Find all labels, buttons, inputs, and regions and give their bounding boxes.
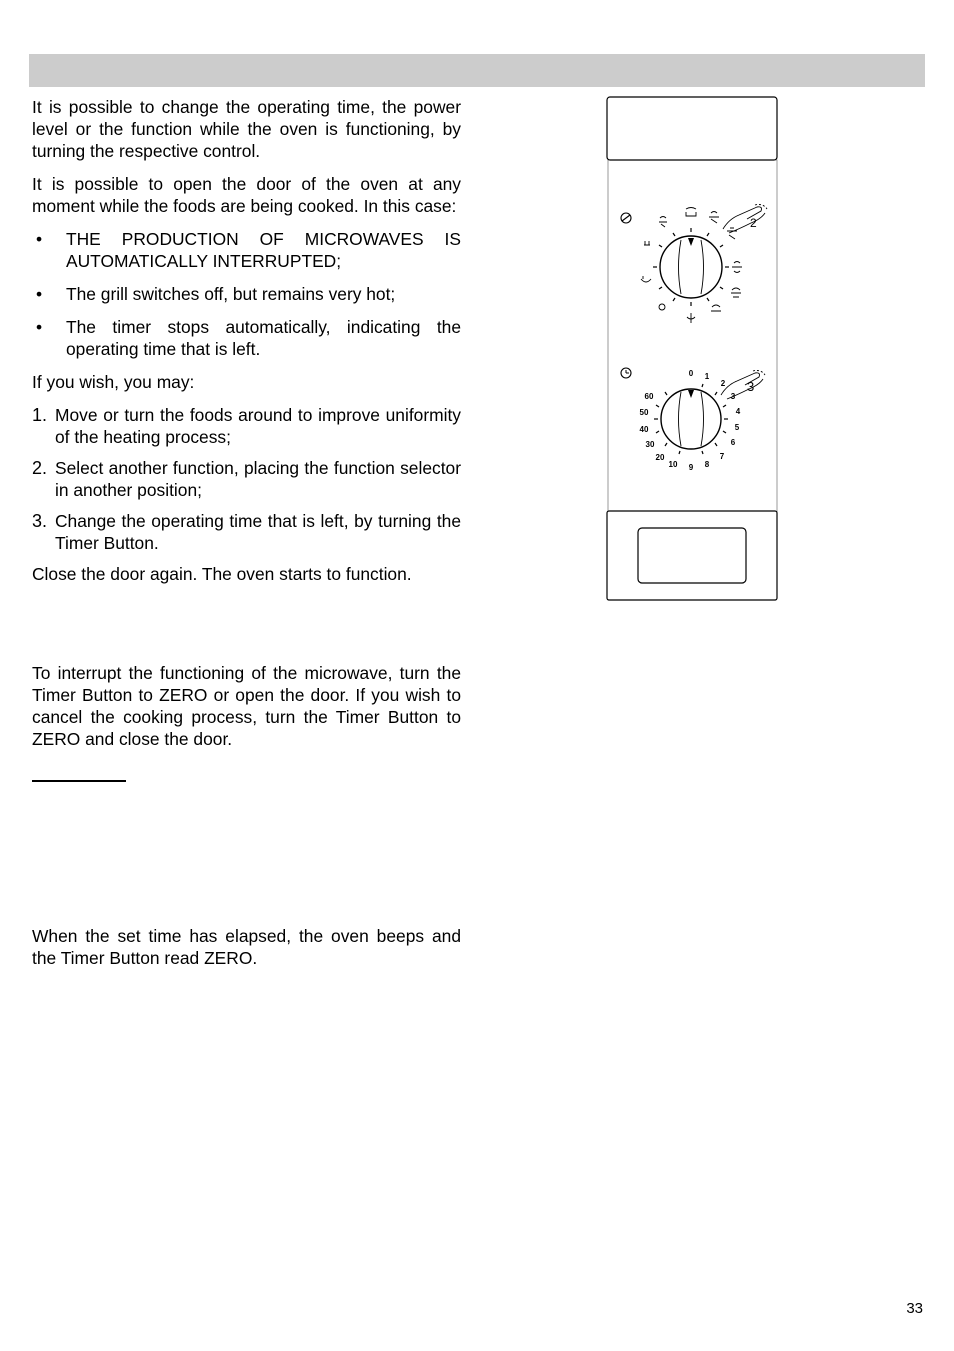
list-item: 2. Select another function, placing the function selector in another position; [32, 458, 461, 500]
control-panel-figure [605, 95, 781, 608]
timer-label-40: 40 [639, 425, 649, 434]
control-panel-diagram [605, 95, 781, 603]
display-window [607, 97, 777, 160]
timer-label-20: 20 [655, 453, 665, 462]
timer-label-2: 2 [720, 379, 726, 388]
paragraph-open-door: It is possible to open the door of the oven at any moment while the foods are being cooked. In this case: [32, 174, 461, 216]
timer-label-4: 4 [735, 407, 741, 416]
list-item: 3. Change the operating time that is left, by turning the Timer Button. [32, 511, 461, 553]
step-number: 1. [32, 405, 48, 425]
section-interrupt [32, 662, 461, 761]
timer-label-1: 1 [704, 372, 710, 381]
section-divider-rule [32, 780, 126, 782]
list-item: • The grill switches off, but remains very hot; [36, 284, 396, 304]
timer-label-8: 8 [704, 460, 710, 469]
paragraph-change-settings: It is possible to change the operating time, the power level or the function while the oven is functioning, by turning the respective control. [32, 97, 461, 161]
paragraph-close-door: Close the door again. The oven starts to function. [32, 564, 412, 584]
bullet-icon: • [36, 229, 43, 249]
section-change-settings [32, 96, 461, 596]
options-steps-list [32, 404, 461, 554]
panel-body [608, 160, 777, 512]
list-item: • THE PRODUCTION OF MICROWAVES IS AUTOMATICALLY INTERRUPTED; [36, 229, 461, 271]
timer-label-5: 5 [734, 423, 740, 432]
section-end-of-cooking [32, 925, 461, 980]
timer-label-0: 0 [688, 369, 694, 378]
paragraph-options-intro: If you wish, you may: [32, 372, 195, 392]
door-open-button [638, 528, 746, 583]
timer-label-60: 60 [644, 392, 654, 401]
step-number: 2. [32, 458, 48, 478]
bullet-icon: • [36, 284, 43, 304]
timer-label-3: 3 [730, 392, 736, 401]
timer-label-50: 50 [639, 408, 649, 417]
callout-3-label: 3 [747, 379, 755, 394]
timer-label-30: 30 [645, 440, 655, 449]
bullet-icon: • [36, 317, 43, 337]
list-item: • The timer stops automatically, indicating the operating time that is left. [36, 317, 461, 359]
timer-label-9: 9 [688, 463, 694, 472]
step-number: 3. [32, 511, 48, 531]
section-header-bar [29, 54, 925, 87]
callout-2-label: 2 [750, 216, 757, 230]
timer-label-7: 7 [719, 452, 725, 461]
door-open-effects-list [32, 228, 461, 360]
page-number: 33 [906, 1300, 923, 1317]
paragraph-interrupt: To interrupt the functioning of the microwave, turn the Timer Button to ZERO or open the door. If you wish to cancel the cooking process, turn the Timer Button to ZERO and close the door. [32, 663, 461, 749]
paragraph-end-of-cooking: When the set time has elapsed, the oven beeps and the Timer Button read ZERO. [32, 926, 461, 968]
timer-label-6: 6 [730, 438, 736, 447]
timer-label-10: 10 [668, 460, 678, 469]
list-item: 1. Move or turn the foods around to improve uniformity of the heating process; [32, 405, 461, 447]
